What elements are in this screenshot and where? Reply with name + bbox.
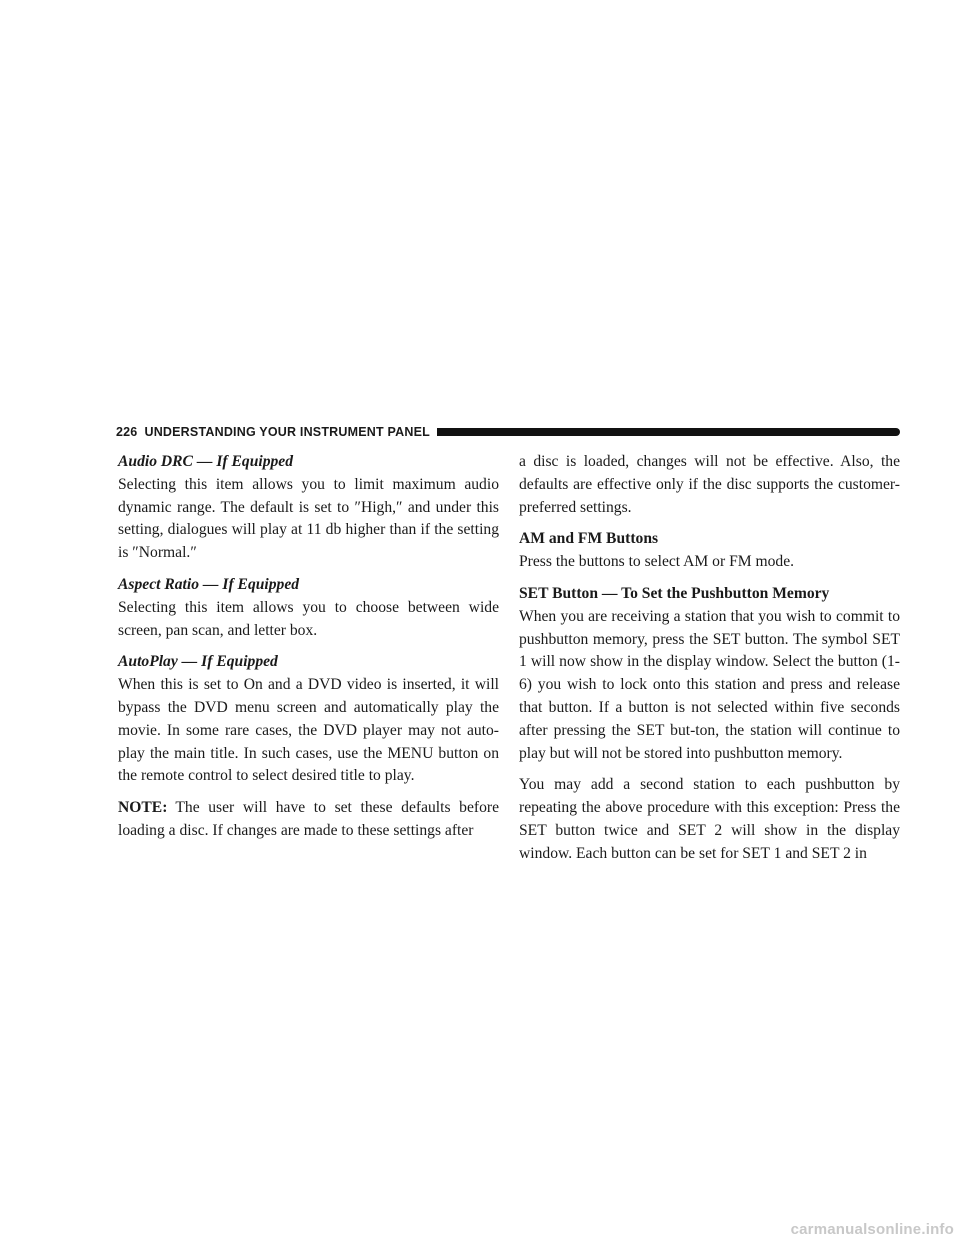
- note-label: NOTE:: [118, 799, 168, 817]
- autoplay-section: [118, 651, 499, 788]
- second-station-paragraph: You may add a second station to each pushbutton by repeating the above procedure with this exception: Press the SET button twice and SET 2 will show in the display window. Each button can be set for SET 1 and SET 2 in: [519, 776, 900, 862]
- am-fm-text: Press the buttons to select AM or FM mode.: [519, 553, 795, 571]
- page-number: 226: [116, 425, 138, 439]
- continuation-paragraph: a disc is loaded, changes will not be effective. Also, the defaults are effective only if the disc supports the customer-preferred settings.: [519, 453, 900, 516]
- aspect-ratio-section: [118, 574, 499, 642]
- right-column: [519, 451, 900, 875]
- page-header: [116, 424, 900, 440]
- set-button-heading: SET Button — To Set the Pushbutton Memory: [519, 584, 830, 602]
- left-column: [118, 451, 499, 852]
- audio-drc-heading: Audio DRC — If Equipped: [118, 453, 294, 470]
- audio-drc-text: Selecting this item allows you to limit maximum audio dynamic range. The default is set to ″High,″ and under this setting, dialogues will play at 11 db higher than if the setting is ″Normal.″: [118, 475, 499, 562]
- watermark-logo: carmanualsonline.info: [790, 1221, 954, 1238]
- aspect-ratio-text: Selecting this item allows you to choose between wide screen, pan scan, and letter box.: [118, 598, 499, 639]
- header-rule: [437, 428, 900, 436]
- note-paragraph: [118, 797, 499, 843]
- set-button-text: When you are receiving a station that you wish to commit to pushbutton memory, press the SET button. The symbol SET 1 will now show in the display window. Select the button (1-6) you wish to lock onto this station and press and release that button. If a button is not selected within five seconds after pressing the SET but-ton, the station will continue to play but will not be stored into pushbutton memory.: [519, 607, 900, 762]
- section-title: UNDERSTANDING YOUR INSTRUMENT PANEL: [144, 425, 430, 439]
- autoplay-text: When this is set to On and a DVD video is inserted, it will bypass the DVD menu screen and automatically play the movie. In some rare cases, the DVD player may not auto-play the main title. In such cases, use the MENU button on the remote control to select desired title to play.: [118, 676, 499, 785]
- note-text: The user will have to set these defaults before loading a disc. If changes are made to these settings after: [118, 799, 499, 839]
- aspect-ratio-heading: Aspect Ratio — If Equipped: [118, 575, 300, 593]
- am-fm-heading: AM and FM Buttons: [519, 530, 659, 548]
- am-fm-section: [519, 528, 900, 574]
- audio-drc-section: [118, 451, 499, 565]
- set-button-section: [519, 583, 900, 765]
- autoplay-heading: AutoPlay — If Equipped: [118, 653, 278, 671]
